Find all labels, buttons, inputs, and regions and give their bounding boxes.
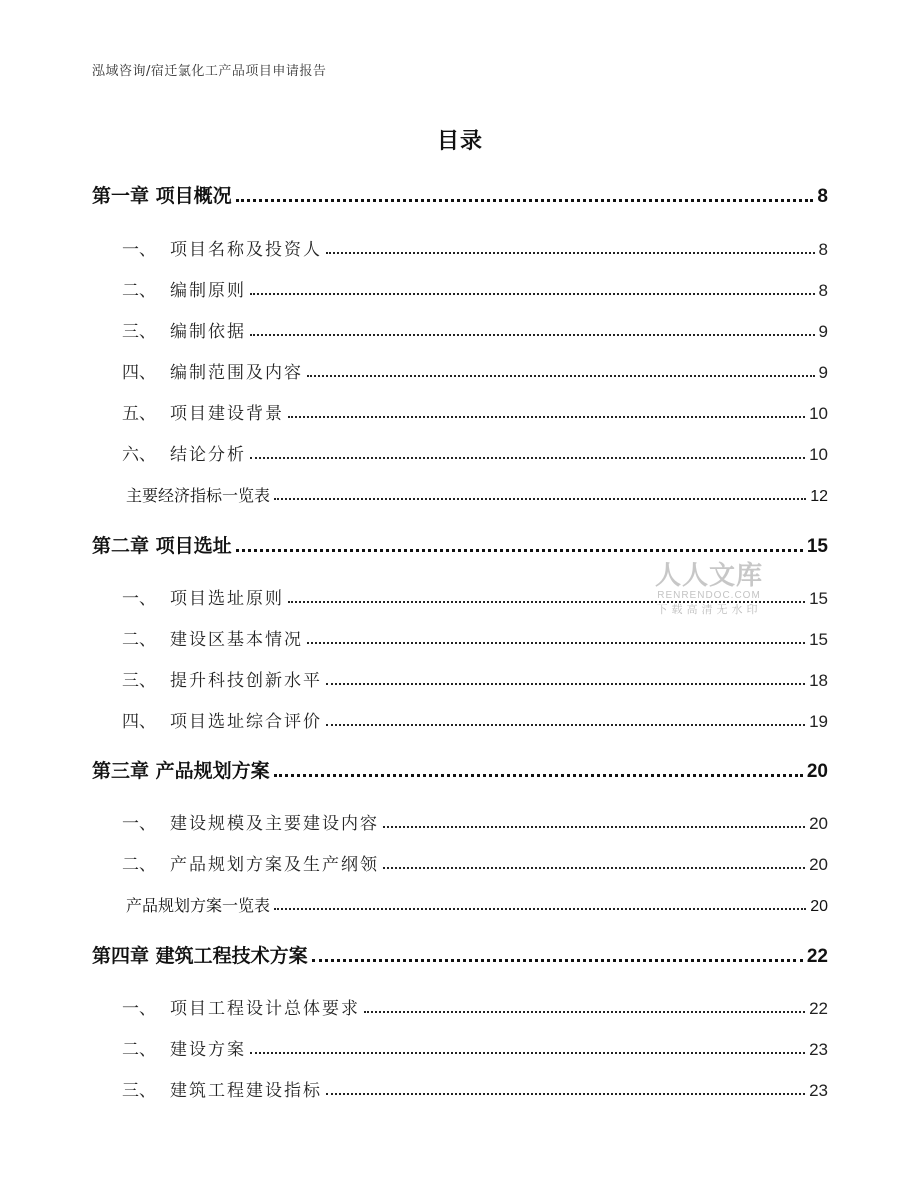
toc-page-number: 19 [809,712,828,731]
dot-leader [326,683,805,685]
toc-page-number: 20 [806,761,828,782]
toc-entry-number: 五、 [122,404,156,424]
toc-section-entry[interactable] [92,622,828,650]
toc-entry-text: 主要经济指标一览表 [126,486,271,505]
toc-page-number: 15 [809,589,828,608]
document-header: 泓域咨询/宿迁氯化工产品项目申请报告 [92,64,327,79]
toc-entry-text: 项目选址综合评价 [170,712,322,732]
dot-leader [250,334,815,336]
toc-entry-label [92,666,322,691]
toc-page-number: 22 [806,946,828,967]
toc-entry-number: 二、 [122,630,156,650]
dot-leader [307,642,805,644]
toc-entry-number: 三、 [122,1081,156,1101]
toc-entry-label [92,756,270,783]
toc-page-number: 12 [810,488,828,505]
toc-title: 目录 [436,129,483,154]
dot-leader [312,959,803,962]
dot-leader [274,908,806,910]
toc-entry-label [92,625,303,650]
toc-entry-number: 二、 [122,1040,156,1060]
toc-page-number: 8 [818,281,828,300]
toc-entry-number: 第一章 [92,185,150,207]
toc-entry-label [92,994,360,1019]
dot-leader [250,457,805,459]
dot-leader [236,549,803,552]
toc-section-entry[interactable] [92,355,828,383]
toc-entry-label [92,893,270,916]
toc-entry-number: 三、 [122,322,156,342]
dot-leader [274,498,806,500]
toc-entry-label [92,809,379,834]
toc-page-number: 8 [817,186,828,207]
toc-entry-text: 项目建设背景 [170,404,284,424]
dot-leader [236,199,814,202]
toc-entry-text: 建筑工程技术方案 [155,945,308,967]
dot-leader [250,293,815,295]
toc-entry-number: 第三章 [92,760,150,782]
toc-entry-number: 第四章 [92,945,150,967]
toc-section-entry[interactable] [92,704,828,732]
dot-leader [274,774,803,777]
toc-entry-label [92,1076,322,1101]
dot-leader [250,1052,805,1054]
toc-section-entry[interactable] [92,991,828,1019]
toc-page-number: 15 [809,630,828,649]
toc-entry-label [92,440,246,465]
toc-entry-text: 提升科技创新水平 [170,671,322,691]
toc-section-entry[interactable] [92,888,828,916]
toc-entry-label [92,584,284,609]
watermark [646,562,772,618]
toc-entry-number: 一、 [122,240,156,260]
dot-leader [326,252,815,254]
toc-page-number: 10 [809,445,828,464]
toc-entry-text: 建设区基本情况 [170,630,303,650]
toc-entry-text: 项目工程设计总体要求 [170,999,360,1019]
toc-entry-label [92,276,246,301]
toc-entry-number: 第二章 [92,535,150,557]
dot-leader [326,724,805,726]
toc-page-number: 20 [809,855,828,874]
toc-page-number: 18 [809,671,828,690]
toc-entry-number: 一、 [122,814,156,834]
toc-entry-number: 一、 [122,589,156,609]
toc-entry-text: 产品规划方案一览表 [126,896,271,915]
toc-entry-label [92,483,270,506]
toc-entry-number: 四、 [122,712,156,732]
toc-page-number: 10 [809,404,828,423]
toc-page-number: 22 [809,999,828,1018]
toc-entry-text: 建筑工程建设指标 [170,1081,322,1101]
toc-entry-text: 编制范围及内容 [170,363,303,383]
toc-entry-text: 项目选址原则 [170,589,284,609]
dot-leader [383,826,805,828]
toc-section-entry[interactable] [92,1073,828,1101]
toc-entry-text: 产品规划方案及生产纲领 [170,855,379,875]
toc-entry-number: 六、 [122,445,156,465]
watermark-brand: 人人文库 [654,561,763,591]
dot-leader [288,416,805,418]
toc-section-entry[interactable] [92,437,828,465]
toc-page-number: 8 [818,240,828,259]
toc-section-entry[interactable] [92,273,828,301]
toc-entry-text: 产品规划方案 [155,760,270,782]
toc-entry-label [92,707,322,732]
toc-entry-text: 编制原则 [170,281,246,301]
toc-section-entry[interactable] [92,847,828,875]
toc-section-entry[interactable] [92,478,828,506]
watermark-slogan: 下载高清无水印 [656,603,762,616]
toc-section-entry[interactable] [92,314,828,342]
toc-entry-label [92,181,232,208]
toc-entry-number: 三、 [122,671,156,691]
dot-leader [364,1011,805,1013]
toc-page-number: 9 [818,363,828,382]
toc-page-number: 20 [809,814,828,833]
toc-section-entry[interactable] [92,396,828,424]
toc-entry-label [92,317,246,342]
toc-entry-label [92,1035,246,1060]
dot-leader [383,867,805,869]
toc-entry-number: 四、 [122,363,156,383]
toc-chapter-entry[interactable] [92,755,828,783]
toc-page-number: 23 [809,1040,828,1059]
toc-entry-label [92,850,379,875]
toc-entry-text: 建设方案 [170,1040,246,1060]
toc-entry-text: 项目名称及投资人 [170,240,322,260]
toc-entry-label [92,941,308,968]
toc-entry-label [92,399,284,424]
toc-entry-label [92,235,322,260]
toc-section-entry[interactable] [92,1032,828,1060]
dot-leader [326,1093,805,1095]
toc-page-number: 20 [810,898,828,915]
watermark-url: RENRENDOC.COM [657,590,761,601]
dot-leader [307,375,815,377]
toc-chapter-entry[interactable] [92,530,828,558]
toc-entry-text: 项目概况 [155,185,232,207]
toc-section-entry[interactable] [92,663,828,691]
toc-entry-text: 建设规模及主要建设内容 [170,814,379,834]
toc-section-entry[interactable] [92,806,828,834]
toc-entry-number: 二、 [122,855,156,875]
toc-entry-text: 结论分析 [170,445,246,465]
toc-section-entry[interactable] [92,232,828,260]
toc-page-number: 9 [818,322,828,341]
toc-chapter-entry[interactable] [92,180,828,208]
toc-entry-text: 编制依据 [170,322,246,342]
toc-entry-number: 一、 [122,999,156,1019]
toc-entry-number: 二、 [122,281,156,301]
toc-page-number: 23 [809,1081,828,1100]
toc-page-number: 15 [806,536,828,557]
toc-entry-text: 项目选址 [155,535,232,557]
toc-chapter-entry[interactable] [92,940,828,968]
toc-entry-label [92,531,232,558]
toc-entry-label [92,358,303,383]
